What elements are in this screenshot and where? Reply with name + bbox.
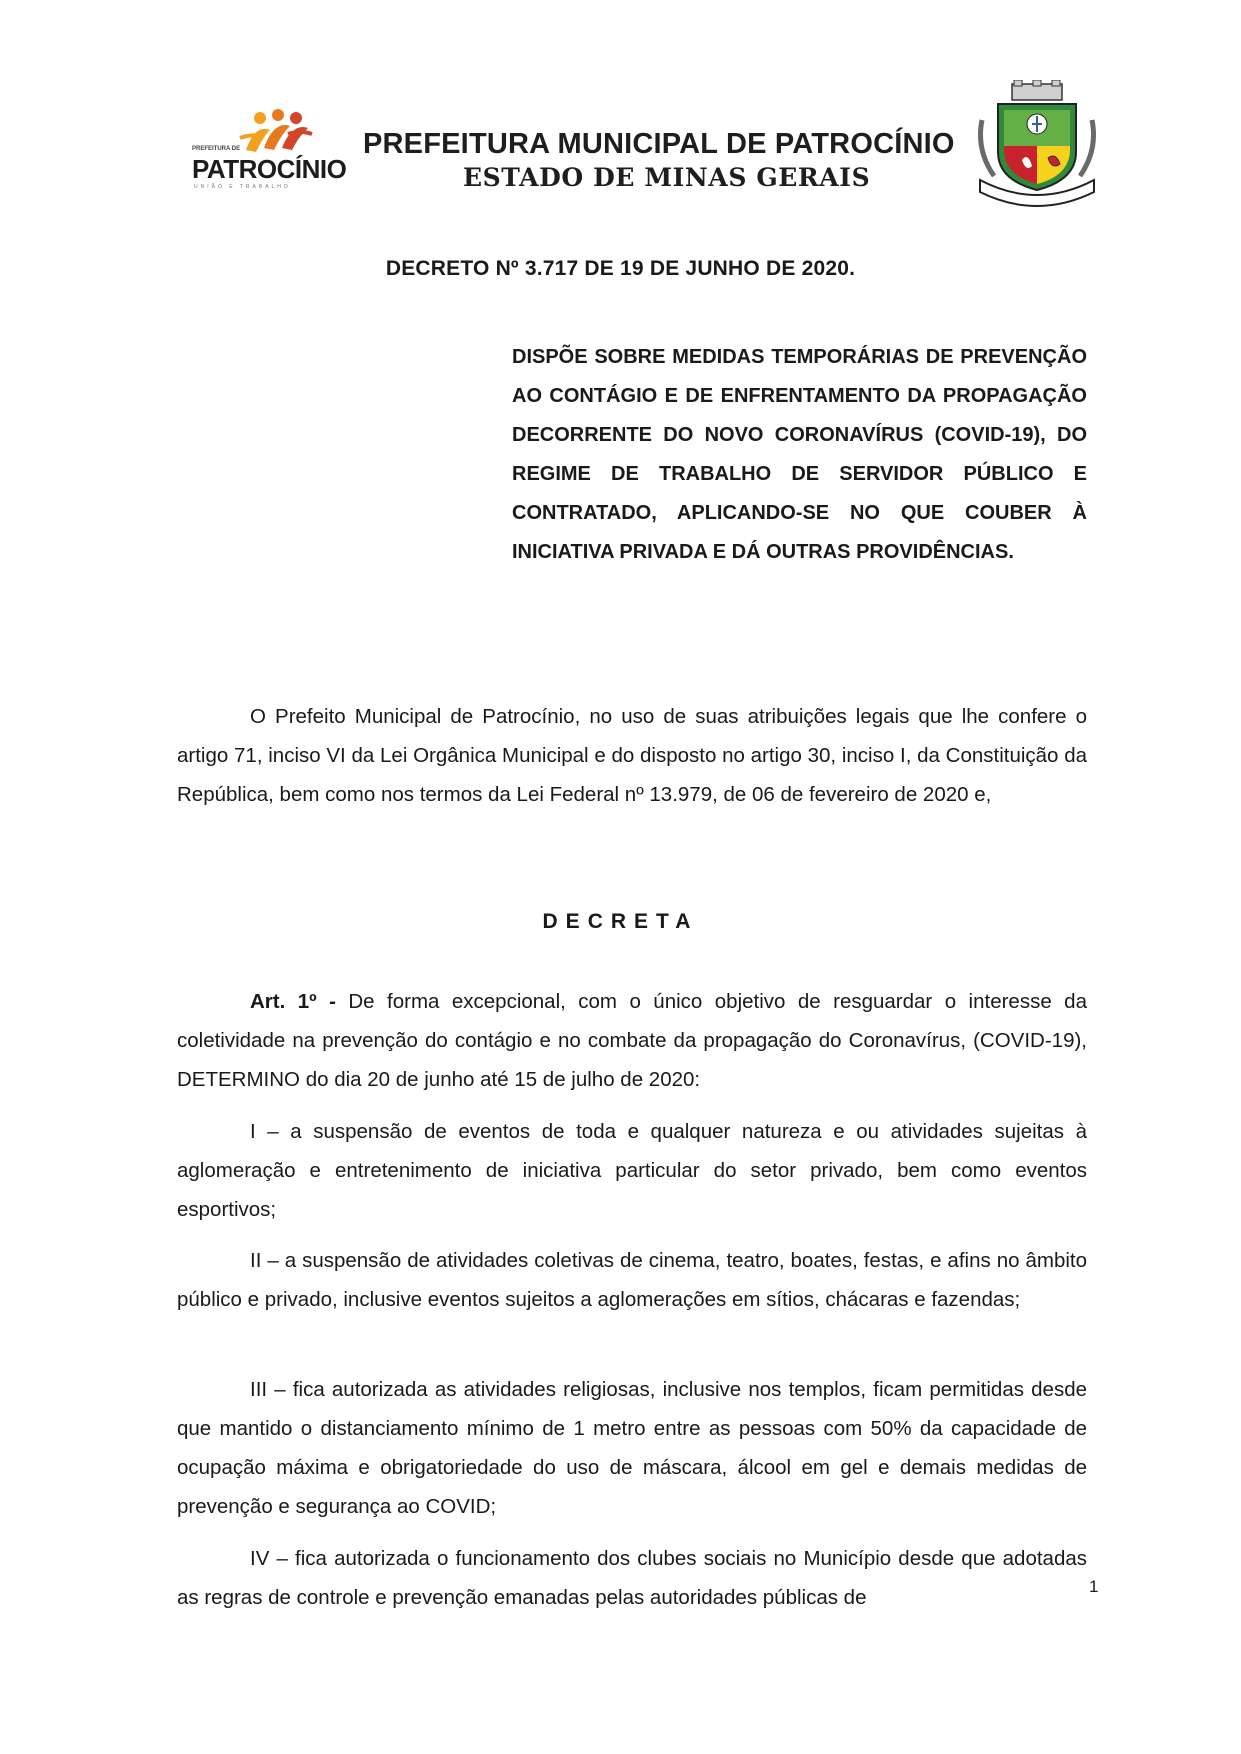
item-i-text: I – a suspensão de eventos de toda e qualquer natureza e ou atividades sujeitas à aglomeração e entretenimento de iniciativa particular do setor privado, bem como eventos esportivos; (177, 1120, 1087, 1221)
letterhead-title: PREFEITURA MUNICIPAL DE PATROCÍNIO (363, 128, 955, 160)
decree-title: DECRETO Nº 3.717 DE 19 DE JUNHO DE 2020. (385, 257, 856, 280)
article-1-label: Art. 1º - (250, 990, 336, 1013)
logo-prefix: PREFEITURA DE (192, 146, 241, 152)
letterhead (0, 0, 1241, 230)
item-iii-paragraph (177, 1370, 1087, 1526)
article-1-paragraph (177, 982, 1087, 1099)
logo-motto: UNIÃO E TRABALHO (194, 184, 291, 190)
item-ii-paragraph (177, 1241, 1087, 1319)
decreta-heading: DECRETA (542, 910, 699, 933)
letterhead-subtitle: ESTADO DE MINAS GERAIS (463, 163, 871, 192)
item-iv-paragraph (177, 1539, 1087, 1617)
preamble-text: O Prefeito Municipal de Patrocínio, no uso de suas atribuições legais que lhe confere o artigo 71, inciso VI da Lei Orgânica Municipal e do disposto no artigo 30, inciso I, da Constituição da República, bem como nos termos da Lei Federal nº 13.979, de 06 de fevereiro de 2020 e, (177, 705, 1087, 806)
coat-of-arms (972, 80, 1102, 210)
item-iii-text: III – fica autorizada as atividades religiosas, inclusive nos templos, ficam permitidas desde que mantido o distanciamento mínimo de 1 metro entre as pessoas com 50% da capacidade de ocupação máxima e obrigatoriedade do uso de máscara, álcool em gel e demais medidas de prevenção e segurança ao COVID; (177, 1378, 1087, 1518)
logo-brand: PATROCÍNIO (192, 154, 347, 184)
item-ii-text: II – a suspensão de atividades coletivas de cinema, teatro, boates, festas, e afins no âmbito público e privado, inclusive eventos sujeitos a aglomerações em sítios, chácaras e fazendas; (177, 1249, 1087, 1311)
item-i-paragraph (177, 1112, 1087, 1229)
prefeitura-logo (190, 108, 347, 193)
decree-summary: DISPÕE SOBRE MEDIDAS TEMPORÁRIAS DE PREVENÇÃO AO CONTÁGIO E DE ENFRENTAMENTO DA PROPAGAÇÃO DECORRENTE DO NOVO CORONAVÍRUS (COVID-19), DO REGIME DE TRABALHO DE SERVIDOR PÚBLICO E CONTRATADO, APLICANDO-SE NO QUE COUBER À INICIATIVA PRIVADA E DÁ OUTRAS PROVIDÊNCIAS. (512, 346, 1087, 563)
item-iv-text: IV – fica autorizada o funcionamento dos clubes sociais no Município desde que adotadas as regras de controle e prevenção emanadas pelas autoridades públicas de (177, 1547, 1087, 1609)
page-number: 1 (1089, 1577, 1099, 1596)
preamble-paragraph (177, 697, 1087, 814)
coat-of-arms-icon (972, 80, 1102, 210)
article-1-text: De forma excepcional, com o único objetivo de resguardar o interesse da coletividade na prevenção do contágio e no combate da propagação do Coronavírus, (COVID-19), DETERMINO do dia 20 de junho até 15 de julho de 2020: (177, 990, 1087, 1091)
